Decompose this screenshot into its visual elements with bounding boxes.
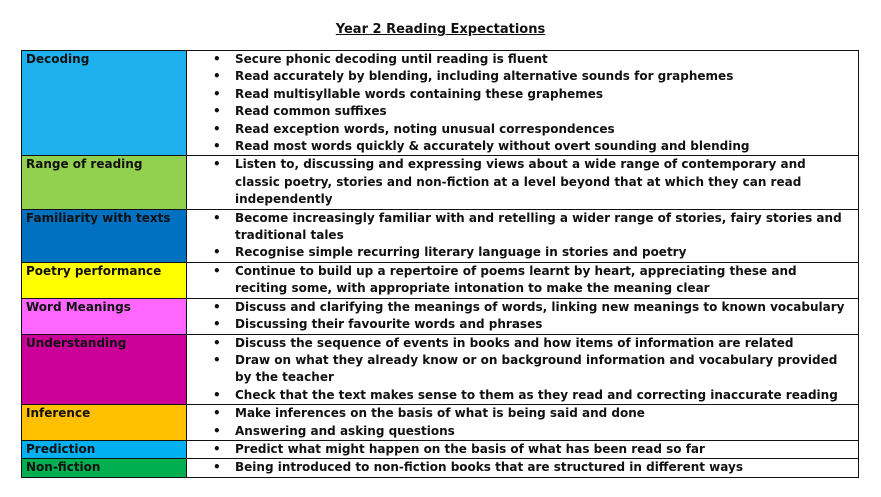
reading-expectations-table [21,50,859,478]
list-item: • Discuss the sequence of events in books and how items of information are related [187,335,858,352]
category-cell: Word Meanings [22,298,187,334]
expectations-list [187,335,858,405]
expectations-cell [187,209,859,262]
category-cell: Familiarity with texts [22,209,187,262]
category-cell: Prediction [22,440,187,458]
list-item: • Read exception words, noting unusual correspondences [187,121,858,138]
list-item: • Being introduced to non-fiction books that are structured in different ways [187,459,858,476]
list-item: • Read most words quickly & accurately without overt sounding and blending [187,138,858,155]
expectations-cell [187,334,859,405]
list-item: • Answering and asking questions [187,423,858,440]
expectations-list [187,299,858,334]
list-item: • Secure phonic decoding until reading is fluent [187,51,858,68]
expectations-list [187,459,858,476]
category-cell: Range of reading [22,156,187,209]
list-item: • Continue to build up a repertoire of poems learnt by heart, appreciating these and reciting some, with appropriate intonation to make the meaning clear [187,263,858,298]
category-cell: Inference [22,405,187,441]
list-item: • Discuss and clarifying the meanings of words, linking new meanings to known vocabulary [187,299,858,316]
list-item: • Listen to, discussing and expressing views about a wide range of contemporary and classic poetry, stories and non-fiction at a level beyond that at which they can read independently [187,156,858,208]
table-row [22,51,859,156]
expectations-list [187,156,858,208]
list-item: • Predict what might happen on the basis of what has been read so far [187,441,858,458]
table-row [22,459,859,477]
expectations-cell [187,156,859,209]
table-row [22,298,859,334]
table-row [22,405,859,441]
table-body [22,51,859,478]
document-title: Year 2 Reading Expectations [335,22,546,37]
list-item: • Discussing their favourite words and phrases [187,316,858,333]
list-item: • Read accurately by blending, including alternative sounds for graphemes [187,68,858,85]
category-cell: Decoding [22,51,187,156]
expectations-list [187,405,858,440]
category-cell: Poetry performance [22,262,187,298]
expectations-list [187,210,858,262]
category-cell: Non-fiction [22,459,187,477]
expectations-cell [187,440,859,458]
table-row [22,156,859,209]
list-item: • Become increasingly familiar with and retelling a wider range of stories, fairy stories and traditional tales [187,210,858,245]
table-row [22,440,859,458]
expectations-list [187,51,858,155]
list-item: • Draw on what they already know or on background information and vocabulary provided by the teacher [187,352,858,387]
expectations-list [187,263,858,298]
table-row [22,209,859,262]
table-row [22,334,859,405]
expectations-cell [187,459,859,477]
category-cell: Understanding [22,334,187,405]
list-item: • Check that the text makes sense to them as they read and correcting inaccurate reading [187,387,858,404]
expectations-list [187,441,858,458]
table-row [22,262,859,298]
list-item: • Recognise simple recurring literary language in stories and poetry [187,244,858,261]
expectations-cell [187,405,859,441]
expectations-cell [187,51,859,156]
list-item: • Read multisyllable words containing these graphemes [187,86,858,103]
expectations-cell [187,262,859,298]
list-item: • Make inferences on the basis of what is being said and done [187,405,858,422]
expectations-cell [187,298,859,334]
list-item: • Read common suffixes [187,103,858,120]
